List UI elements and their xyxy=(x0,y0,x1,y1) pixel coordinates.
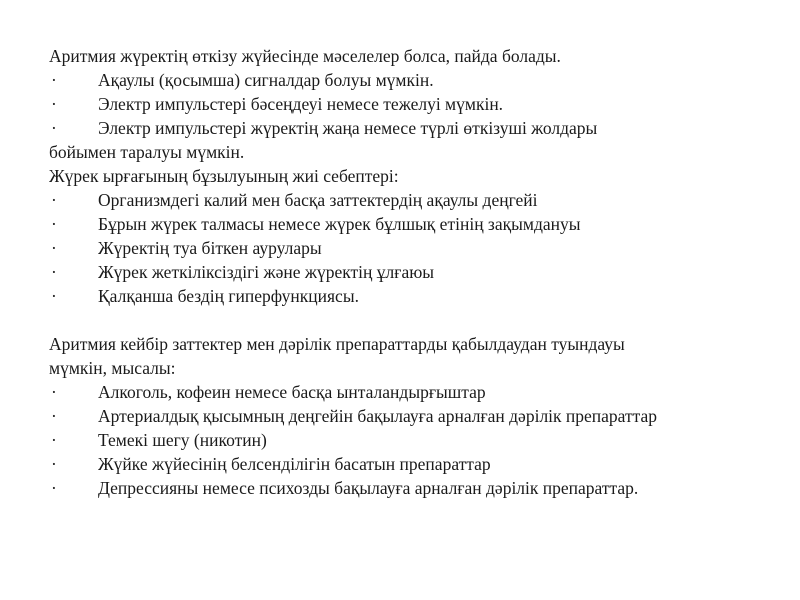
list-item xyxy=(49,260,769,284)
bullet-mark: · xyxy=(51,190,57,210)
list-item-continuation: бойымен таралуы мүмкін. xyxy=(49,142,245,162)
section3-intro-line2: мүмкін, мысалы: xyxy=(49,358,176,378)
list-item-text: Жүйке жүйесінің белсенділігін басатын препараттар xyxy=(98,454,491,474)
document-body xyxy=(49,44,769,500)
list-item xyxy=(49,92,769,116)
list-item-text: Электр импульстері бәсеңдеуі немесе тежелуі мүмкін. xyxy=(98,94,504,114)
list-item-text: Алкоголь, кофеин немесе басқа ынталандырғыштар xyxy=(98,382,486,402)
bullet-mark: · xyxy=(51,382,57,402)
list-item-text: Депрессияны немесе психозды бақылауға арналған дәрілік препараттар. xyxy=(98,478,639,498)
list-item-text: Жүректің туа біткен аурулары xyxy=(98,238,322,258)
list-item xyxy=(49,404,769,428)
bullet-mark: · xyxy=(51,454,57,474)
list-item xyxy=(49,188,769,212)
list-item-text: Артериалдық қысымның деңгейін бақылауға арналған дәрілік препараттар xyxy=(98,406,658,426)
bullet-mark: · xyxy=(51,214,57,234)
list-item-text: Организмдегі калий мен басқа заттектердің ақаулы деңгейі xyxy=(98,190,538,210)
list-item xyxy=(49,284,769,308)
bullet-mark: · xyxy=(51,286,57,306)
list-item xyxy=(49,476,769,500)
section1-intro: Аритмия жүректің өткізу жүйесінде мәселелер болса, пайда болады. xyxy=(49,46,561,66)
list-item xyxy=(49,68,769,92)
bullet-mark: · xyxy=(51,478,57,498)
section3-intro-line1: Аритмия кейбір заттектер мен дәрілік препараттарды қабылдаудан туындауы xyxy=(49,334,625,354)
list-item xyxy=(49,116,769,140)
list-item-text: Ақаулы (қосымша) сигналдар болуы мүмкін. xyxy=(98,70,434,90)
list-item-text: Электр импульстері жүректің жаңа немесе түрлі өткізуші жолдары xyxy=(98,118,598,138)
list-item-text: Темекі шегу (никотин) xyxy=(98,430,267,450)
list-item xyxy=(49,380,769,404)
list-item xyxy=(49,236,769,260)
section2-intro: Жүрек ырғағының бұзылуының жиі себептері: xyxy=(49,166,399,186)
bullet-mark: · xyxy=(51,406,57,426)
bullet-mark: · xyxy=(51,118,57,138)
list-item xyxy=(49,212,769,236)
bullet-mark: · xyxy=(51,430,57,450)
paragraph-spacer xyxy=(49,308,769,332)
bullet-mark: · xyxy=(51,238,57,258)
list-item-text: Жүрек жеткіліксіздігі және жүректің ұлғаюы xyxy=(98,262,435,282)
bullet-mark: · xyxy=(51,70,57,90)
bullet-mark: · xyxy=(51,262,57,282)
list-item xyxy=(49,428,769,452)
bullet-mark: · xyxy=(51,94,57,114)
list-item-text: Бұрын жүрек талмасы немесе жүрек бұлшық етінің зақымдануы xyxy=(98,214,581,234)
list-item-text: Қалқанша бездің гиперфункциясы. xyxy=(98,286,359,306)
list-item xyxy=(49,452,769,476)
